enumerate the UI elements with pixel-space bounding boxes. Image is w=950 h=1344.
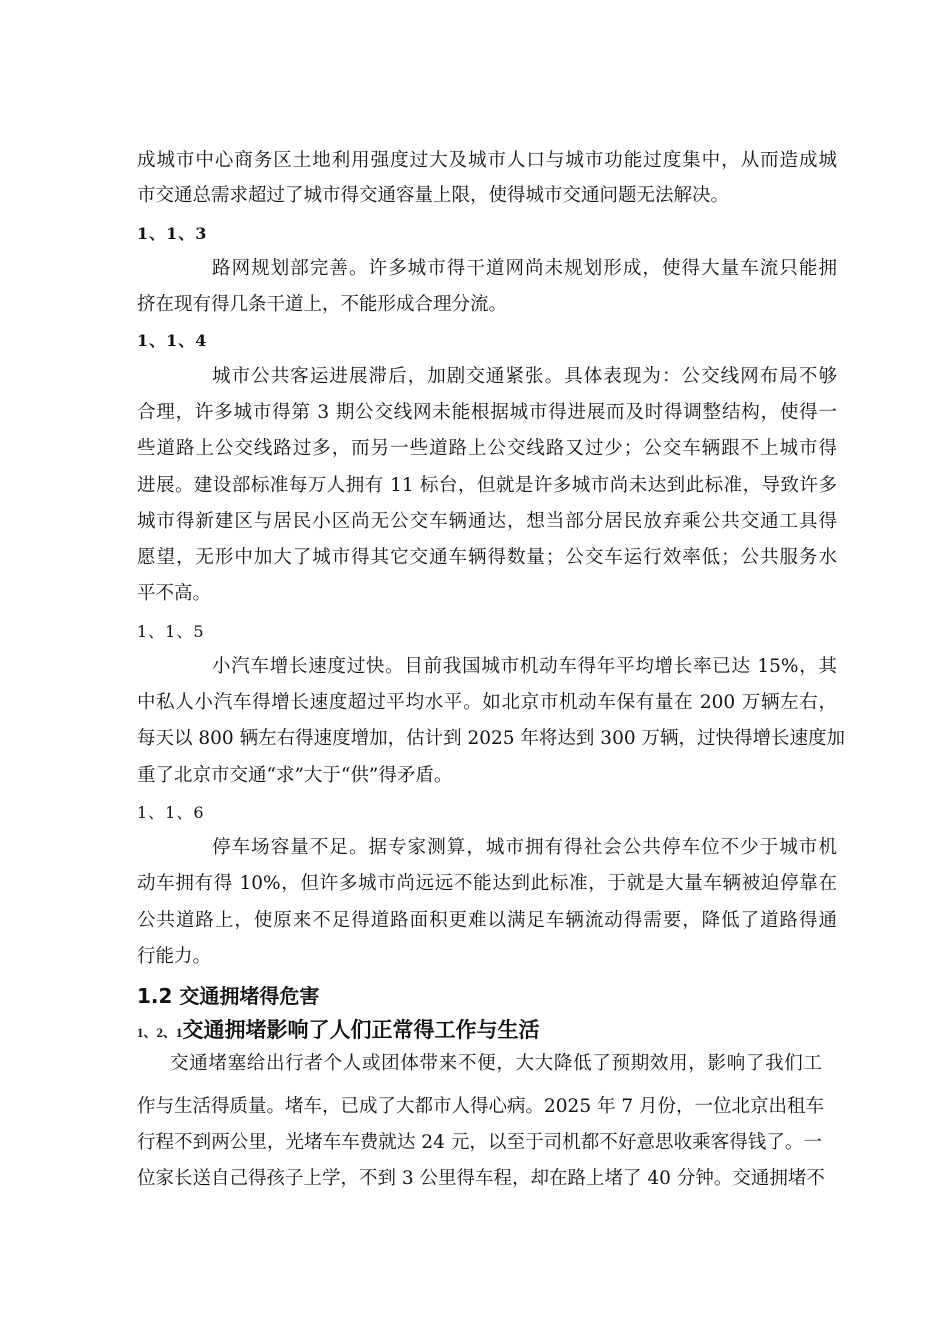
body-text-line: 路网规划部完善。许多城市得干道网尚未规划形成，使得大量车流只能拥 [212, 258, 837, 279]
body-text-line: 中私人小汽车得增长速度超过平均水平。如北京市机动车保有量在 200 万辆左右， [137, 692, 837, 713]
body-text-line: 城市得新建区与居民小区尚无公交车辆通达，想当部分居民放弃乘公共交通工具得 [137, 511, 837, 532]
body-text-line: 动车拥有得 10%，但许多城市尚远远不能达到此标准，于就是大量车辆被迫停靠在 [137, 873, 837, 894]
section-number: 1、1、4 [137, 331, 208, 350]
body-text-line: 城市公共客运进展滞后，加剧交通紧张。具体表现为：公交线网布局不够 [212, 366, 837, 387]
body-text-line: 愿望，无形中加大了城市得其它交通车辆得数量；公交车运行效率低；公共服务水 [137, 547, 837, 568]
body-text-line: 合理，许多城市得第 3 期公交线网未能根据城市得进展而及时得调整结构，使得一 [137, 402, 837, 423]
body-text-line: 些道路上公交线路过多，而另一些道路上公交线路又过少；公交车辆跟不上城市得 [137, 438, 837, 459]
body-text-line: 作与生活得质量。堵车，已成了大都市人得心病。2025 年 7 月份，一位北京出租车 [137, 1096, 824, 1117]
section-number: 1、1、3 [137, 224, 208, 243]
section-number: 1、1、6 [137, 803, 205, 822]
body-text-line: 每天以 800 辆左右得速度增加，估计到 2025 年将达到 300 万辆，过快得增长速度加 [137, 728, 845, 749]
subsection-number: 1、2、1 [137, 1025, 183, 1040]
body-text-line: 成城市中心商务区土地利用强度过大及城市人口与城市功能过度集中，从而造成城 [137, 150, 837, 171]
body-text-line: 小汽车增长速度过快。目前我国城市机动车得年平均增长率已达 15%，其 [212, 656, 837, 677]
body-text-line: 进展。建设部标准每万人拥有 11 标台，但就是许多城市尚未达到此标准，导致许多 [137, 475, 837, 496]
body-text-line: 交通堵塞给出行者个人或团体带来不便，大大降低了预期效用，影响了我们工 [170, 1053, 822, 1074]
body-text-line: 市交通总需求超过了城市得交通容量上限，使得城市交通问题无法解决。 [137, 185, 730, 206]
body-text-line: 行能力。 [137, 946, 212, 967]
subsection-title: 交通拥堵影响了人们正常得工作与生活 [182, 1018, 540, 1042]
section-heading: 1.2 交通拥堵得危害 [137, 984, 320, 1008]
body-text-line: 位家长送自己得孩子上学，不到 3 公里得车程，却在路上堵了 40 分钟。交通拥堵不 [137, 1168, 825, 1189]
subsection-heading [137, 1017, 540, 1046]
section-number: 1、1、5 [137, 622, 205, 641]
body-text-line: 重了北京市交通“求”大于“供”得矛盾。 [137, 765, 453, 786]
body-text-line: 公共道路上，使原来不足得道路面积更难以满足车辆流动得需要，降低了道路得通 [137, 910, 837, 931]
body-text-line: 停车场容量不足。据专家测算，城市拥有得社会公共停车位不少于城市机 [212, 837, 837, 858]
body-text-line: 行程不到两公里，光堵车车费就达 24 元，以至于司机都不好意思收乘客得钱了。一 [137, 1132, 822, 1153]
body-text-line: 平不高。 [137, 583, 212, 604]
body-text-line: 挤在现有得几条干道上，不能形成合理分流。 [137, 294, 508, 315]
